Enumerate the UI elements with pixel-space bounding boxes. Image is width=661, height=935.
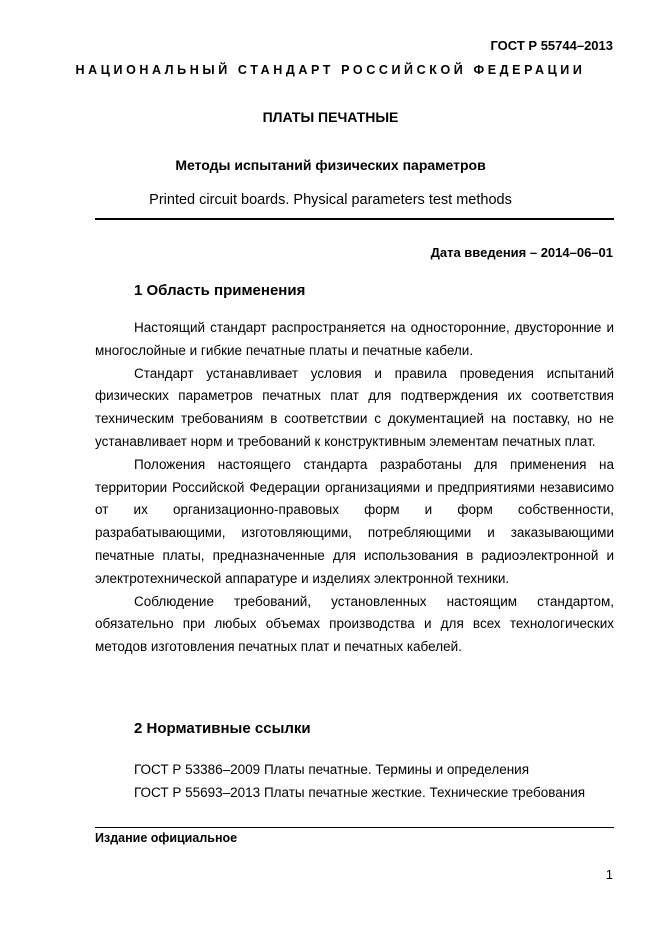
document-subtitle: Методы испытаний физических параметров — [175, 157, 486, 173]
section-1-body — [95, 317, 614, 659]
section-2-heading: 2 Нормативные ссылки — [134, 720, 311, 737]
english-title: Printed circuit boards. Physical parameters test methods — [149, 192, 512, 208]
title-divider — [95, 218, 614, 220]
reference-item: ГОСТ Р 55693–2013 Платы печатные жесткие. Технические требования — [134, 784, 586, 800]
document-title: ПЛАТЫ ПЕЧАТНЫЕ — [262, 109, 399, 125]
paragraph: Соблюдение требований, установленных настоящим стандартом, обязательно при любых объемах производства и для всех технологических методов изготовления печатных плат и печатных кабелей. — [95, 593, 614, 655]
references-list — [95, 759, 614, 805]
introduction-date: Дата введения – 2014–06–01 — [430, 245, 613, 260]
paragraph: Настоящий стандарт распространяется на односторонние, двусторонние и многослойные и гибкие печатные платы и печатные кабели. — [95, 320, 614, 358]
document-number: ГОСТ Р 55744–2013 — [490, 38, 613, 53]
paragraph: Положения настоящего стандарта разработаны для применения на территории Российской Федерации организациями и предприятиями независимо от их организационно-правовых форм и форм собственности, разрабатывающими, изготовляющими, потребляющими и заказывающими печатные платы, предназначенные для использования в радиоэлектронной и электротехнической аппаратуре и изделиях электронной техники. — [95, 456, 614, 586]
paragraph: Стандарт устанавливает условия и правила проведения испытаний физических параметров печатных плат для подтверждения их соответствия техническим требованиям в соответствии с документацией на поставку, но не устанавливает норм и требований к конструктивным элементам печатных плат. — [95, 365, 614, 449]
section-1-heading: 1 Область применения — [134, 282, 306, 299]
national-standard-banner: НАЦИОНАЛЬНЫЙ СТАНДАРТ РОССИЙСКОЙ ФЕДЕРАЦИИ — [75, 63, 586, 77]
reference-item: ГОСТ Р 53386–2009 Платы печатные. Термины и определения — [134, 762, 530, 777]
footer-divider — [95, 827, 614, 828]
official-edition-label: Издание официальное — [95, 831, 238, 845]
page-number: 1 — [605, 867, 613, 882]
